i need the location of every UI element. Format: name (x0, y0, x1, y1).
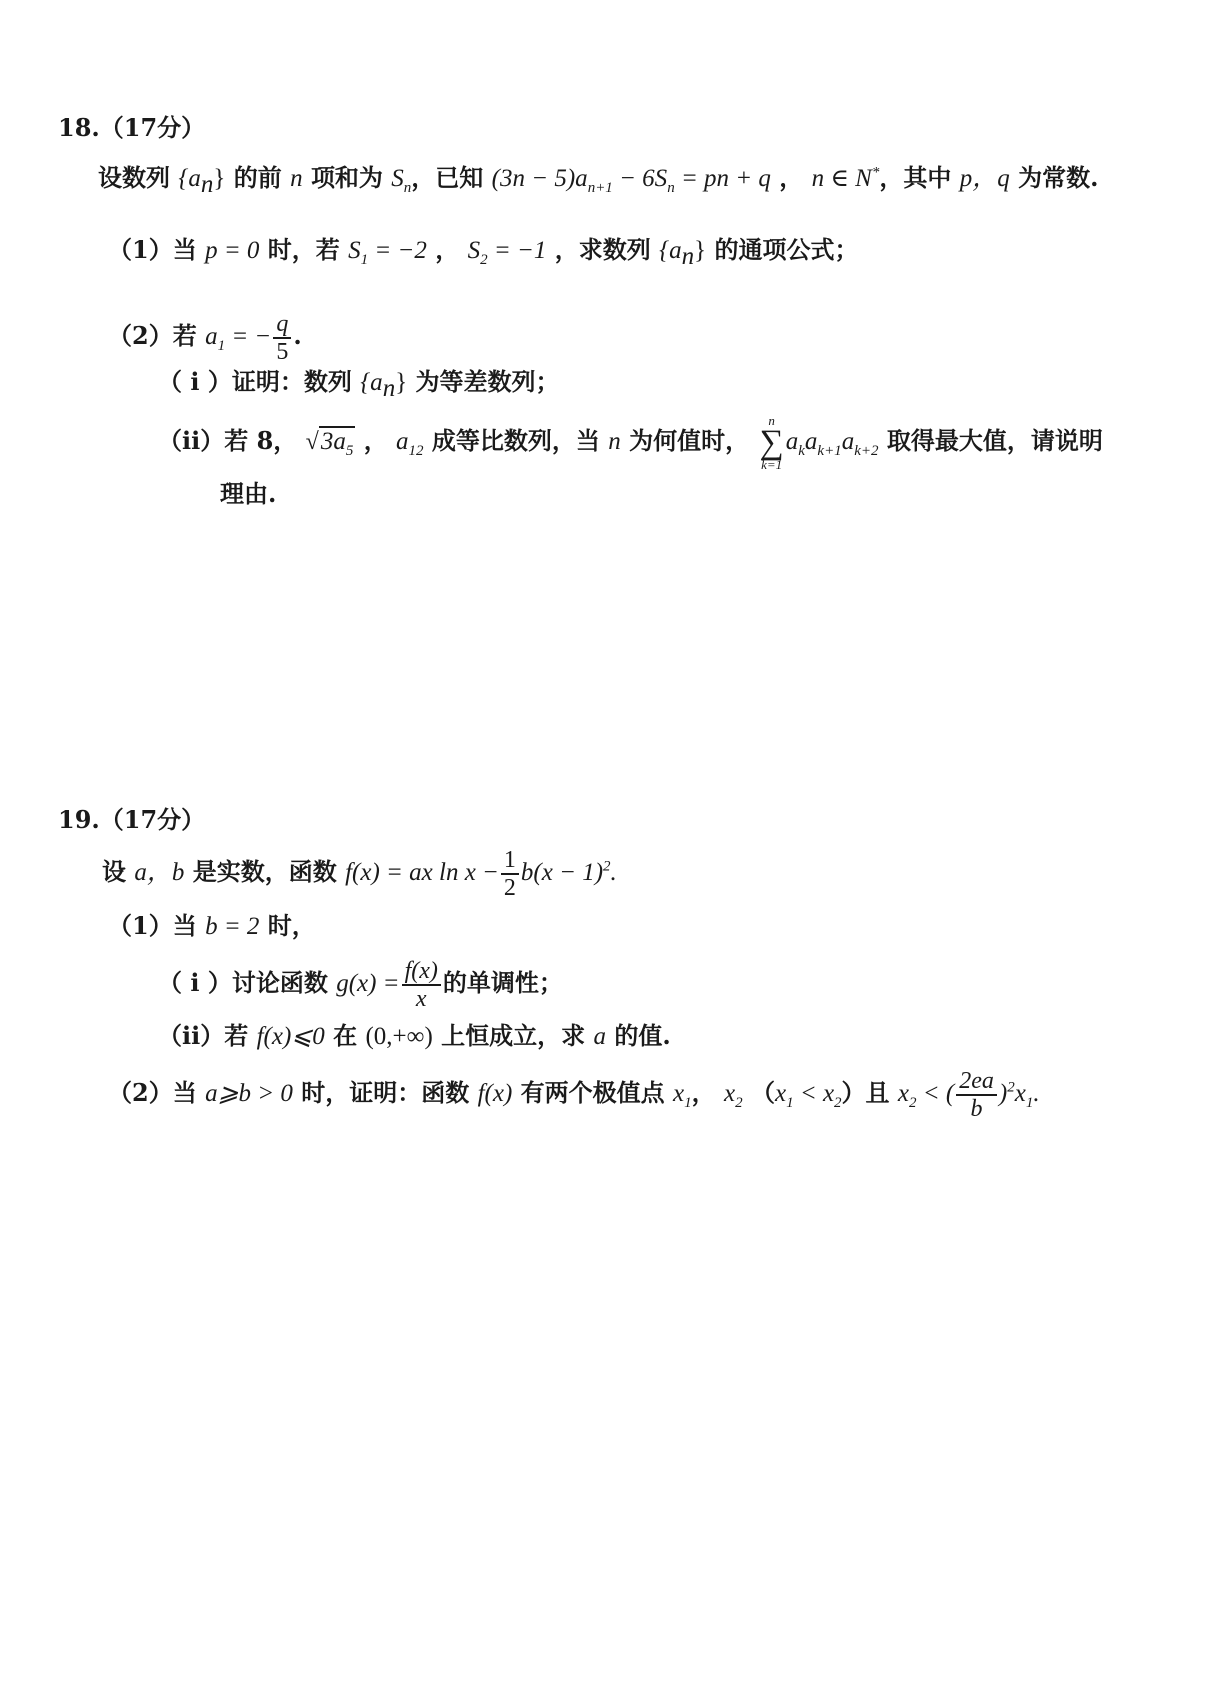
q19-stem-text: 设 (102, 857, 126, 886)
q18-Sn: $S_n$ (391, 165, 412, 196)
q19-part1-ii-text: 的值. (614, 1021, 671, 1050)
q19-header-text: 19.（17分） (58, 805, 206, 834)
q18-part1-seq: $\{a_n\}$ (659, 237, 707, 270)
q18-stem-text: ，其中 (879, 163, 952, 192)
q19-part1-i (158, 954, 563, 1013)
q18-part1-text: 时，若 (267, 235, 340, 264)
q18-stem-text: 设数列 (98, 163, 170, 192)
q18-stem-text: ，已知 (411, 163, 484, 192)
q18-S1: $S_1 = -2$ (348, 237, 427, 268)
q19-part1 (108, 910, 316, 943)
q18-var-pq: p，q (959, 165, 1010, 192)
q19-part2-text: 有两个极值点 (520, 1078, 665, 1107)
q18-stem-text: 项和为 (310, 163, 383, 192)
q19-interval: (0,+∞) (365, 1023, 433, 1050)
q19-part1-ii-label: （ii）若 (158, 1021, 249, 1050)
q18-part2-ii (158, 412, 1103, 472)
q19-part2-text: ， (691, 1078, 716, 1107)
q19-part1-i-label: （ i ）讨论函数 (158, 968, 328, 997)
q18-part2-label: （2）若 (108, 321, 197, 350)
q19-part2-text: （ (750, 1078, 775, 1107)
q19-part1-ii-text: 上恒成立，求 (441, 1021, 586, 1050)
q19-part2 (108, 1062, 1040, 1125)
q18-part1-text: 的通项公式； (714, 235, 859, 264)
q19-part2-label: （2）当 (108, 1078, 197, 1107)
q19-stem-text: 是实数，函数 (192, 857, 337, 886)
q19-conclusion-tail: )$^2x_1$. (998, 1079, 1040, 1111)
q18-part2-ii-text: 理由. (220, 479, 277, 508)
q19-part2-text: ）且 (841, 1078, 890, 1107)
q19-part2-cond: a⩾b > 0 (205, 1080, 293, 1107)
q18-part2-ii-label: （ii）若 8， (158, 426, 298, 455)
q18-part2-ii-text: 取得最大值，请说明 (886, 426, 1103, 455)
q19-fraction-2ea-b: $\frac{2ea}{b}$ (956, 1068, 997, 1122)
q19-header (58, 804, 205, 836)
q18-fraction-q-5: $\frac{q}{5}$ (273, 311, 291, 365)
q18-stem (98, 162, 1099, 198)
q19-fx: f(x) (477, 1080, 513, 1107)
q19-g-def: g(x) = (336, 970, 400, 997)
q18-part2: （2）若 $a_1$ = − $\frac{q}{5}$ . (108, 310, 302, 365)
q18-condition-eq: $(3n - 5)a_{n+1} - 6S_n$ = pn + q (491, 165, 771, 196)
q19-part1-ii (158, 1020, 671, 1053)
q18-part2-ii-cont (220, 478, 276, 510)
q18-a12: $a_{12}$ (396, 428, 424, 459)
q18-sqrt-3a5: $√3a_5$ (305, 428, 354, 459)
q19-var-a: a (593, 1023, 606, 1050)
q18-var-n: n (290, 165, 303, 192)
q19-part1-i-text: 的单调性； (442, 968, 563, 997)
q18-part1-cond: p = 0 (205, 237, 260, 264)
q18-part2-i-label: （ i ）证明：数列 (158, 367, 352, 396)
q18-part1-label: （1）当 (108, 235, 197, 264)
q18-stem-text: 为常数. (1018, 163, 1099, 192)
q18-stem-text: 的前 (233, 163, 282, 192)
q19-part1-text: 时， (267, 911, 316, 940)
q19-function-def: f(x) = ax ln x − (345, 859, 499, 886)
q19-part1-label: （1）当 (108, 911, 197, 940)
q18-part2-i-seq: $\{a_n\}$ (360, 369, 408, 402)
q18-part2-ii-text: 成等比数列，当 (431, 426, 600, 455)
q18-n-in-N: n ∈ N* (811, 164, 880, 192)
q18-part2-ii-text: ， (363, 426, 388, 455)
q19-stem (102, 842, 617, 903)
q18-S2: $S_2 = -1$ (467, 237, 547, 268)
q19-fraction-half: $\frac{1}{2}$ (501, 847, 519, 901)
q18-part2-i-text: 为等差数列； (415, 367, 560, 396)
q18-header (58, 112, 205, 144)
q18-part1 (108, 234, 859, 270)
q19-x2: $x_2$ (724, 1080, 743, 1111)
q18-seq: $\{a_n\}$ (178, 165, 226, 198)
q18-part2-ii-text: 为何值时， (629, 426, 750, 455)
q18-part1-text: ， (435, 235, 460, 264)
q19-var-ab: a，b (134, 859, 185, 886)
q18-var-n: n (608, 428, 621, 455)
q19-part1-ii-text: 在 (333, 1021, 358, 1050)
q18-part1-text: ，求数列 (554, 235, 651, 264)
q18-sum-symbol: n ∑ k=1 (759, 412, 784, 472)
q19-part2-text: 时，证明：函数 (301, 1078, 470, 1107)
q18-header-text: 18.（17分） (58, 113, 206, 142)
q19-fraction-fx-x: $\frac{f(x)}{x}$ (402, 958, 441, 1012)
q19-x1-lt-x2: $x_1 < x_2$ (774, 1080, 842, 1111)
q19-function-tail: $b(x - 1)^2$. (520, 858, 617, 886)
q19-part1-cond: b = 2 (205, 913, 260, 940)
q18-sum-term: $a_ka_{k+1}a_{k+2}$ (785, 428, 879, 459)
q18-a1: $a_1$ = − (205, 323, 272, 354)
q19-conclusion: $x_2$ < ( (897, 1080, 955, 1111)
q18-part2-i (158, 366, 560, 402)
q19-ineq: f(x)⩽0 (256, 1023, 325, 1050)
q19-x1: $x_1$ (673, 1080, 692, 1111)
q18-stem-text: ， (779, 163, 804, 192)
